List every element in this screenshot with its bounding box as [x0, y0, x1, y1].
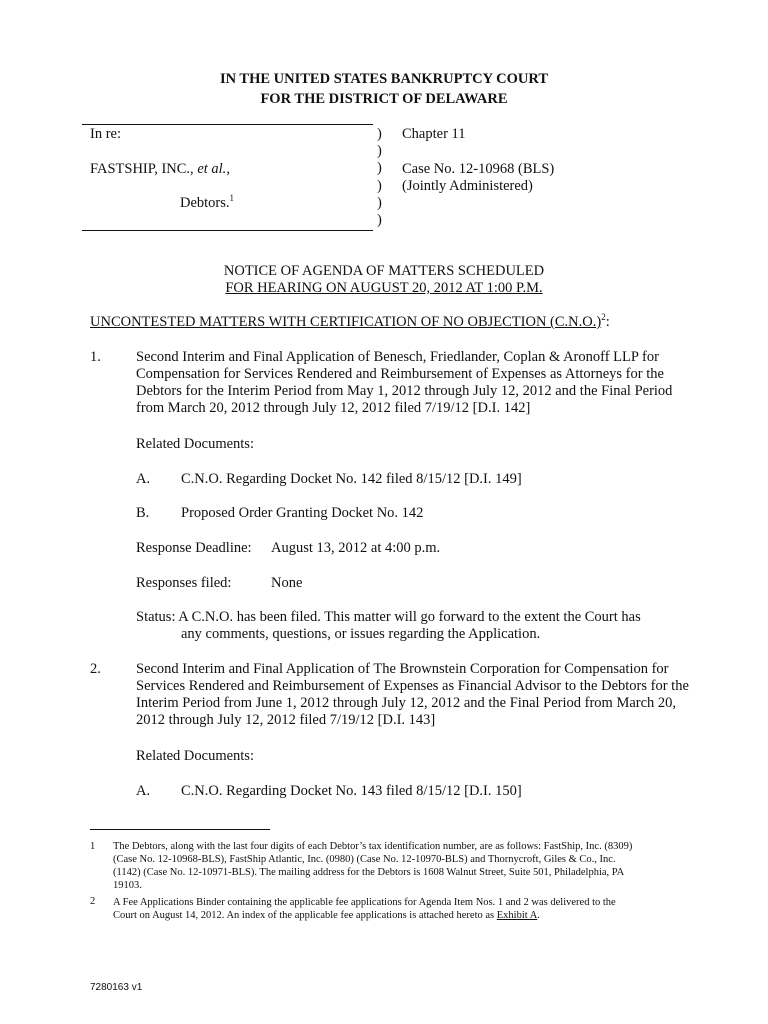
item-2-description — [136, 661, 726, 729]
notice-title-line2: FOR HEARING ON AUGUST 20, 2012 AT 1:00 P.M. — [225, 280, 543, 296]
case-number: Case No. 12-10968 (BLS) — [402, 161, 555, 177]
notice-title-line1: NOTICE OF AGENDA OF MATTERS SCHEDULED — [223, 263, 545, 279]
footnote-line: Court on August 14, 2012. An index of the applicable fee applications is attached hereto as Exhibit A. — [113, 910, 540, 921]
footnote-number: 2 — [90, 896, 96, 907]
item-number: 1. — [90, 349, 101, 365]
item-line: Second Interim and Final Application of The Brownstein Corporation for Compensation for — [136, 661, 669, 677]
footnote-line: The Debtors, along with the last four digits of each Debtor’s tax identification number, are as follows: FastShip, Inc. (8309) — [113, 841, 633, 852]
court-title-line1: IN THE UNITED STATES BANKRUPTCY COURT — [219, 71, 549, 87]
exhibit-a-link[interactable]: Exhibit A — [496, 910, 538, 921]
caption-top-rule — [82, 124, 373, 125]
item-line: Services Rendered and Reimbursement of Expenses as Financial Advisor to the Debtors for the — [136, 678, 689, 694]
caption-paren: ) — [377, 160, 382, 176]
court-title-line2: FOR THE DISTRICT OF DELAWARE — [260, 91, 508, 107]
footnote-line: (Case No. 12-10968-BLS), FastShip Atlantic, Inc. (0980) (Case No. 12-10970-BLS) and Thornycroft, Giles & Co., Inc. — [113, 854, 616, 865]
related-doc: Proposed Order Granting Docket No. 142 — [181, 505, 424, 521]
doc-letter: A. — [136, 783, 151, 799]
item-line: Second Interim and Final Application of Benesch, Friedlander, Coplan & Aronoff LLP for — [136, 349, 659, 365]
doc-letter: A. — [136, 471, 151, 487]
footnote-line: 19103. — [113, 880, 142, 891]
responses-filed-value: None — [271, 575, 303, 591]
footnote-line: (1142) (Case No. 12-10971-BLS). The mailing address for the Debtors is 1608 Walnut Street, Suite 501, Philadelphia, PA — [113, 867, 625, 878]
item-number: 2. — [90, 661, 101, 677]
item-1-description — [136, 349, 726, 417]
responses-filed-label: Responses filed: — [136, 575, 232, 591]
response-deadline-label: Response Deadline: — [136, 540, 252, 556]
caption-paren: ) — [377, 143, 382, 159]
item-line: 2012 through July 12, 2012 filed 7/19/12 [D.I. 143] — [136, 712, 436, 728]
debtors-label: Debtors.$^1$ — [180, 193, 235, 211]
footnote-number: 1 — [90, 841, 96, 852]
footnote-2 — [113, 896, 673, 922]
caption-paren: ) — [377, 178, 382, 194]
footnote-1 — [113, 840, 673, 892]
item-line: Interim Period from June 1, 2012 through July 12, 2012 and the Final Period from March 20, — [136, 695, 677, 711]
caption-paren: ) — [377, 126, 382, 142]
related-documents-label: Related Documents: — [136, 748, 254, 764]
status-line: any comments, questions, or issues regarding the Application. — [181, 626, 541, 642]
item-line: from March 20, 2012 through July 12, 2012 filed 7/19/12 [D.I. 142] — [136, 400, 531, 416]
section-heading: UNCONTESTED MATTERS WITH CERTIFICATION OF NO OBJECTION $(C.N.O.)^2$: — [90, 312, 610, 330]
debtor-name: FASTSHIP, INC., et al., — [90, 161, 230, 177]
caption-paren: ) — [377, 212, 382, 228]
footnote-line: A Fee Applications Binder containing the applicable fee applications for Agenda Item Nos. 1 and 2 was delivered to the — [113, 897, 616, 908]
document-id: 7280163 v1 — [90, 982, 143, 993]
footnote-ref-1[interactable]: 1 — [229, 193, 235, 204]
jointly-administered: (Jointly Administered) — [402, 178, 533, 194]
caption-paren: ) — [377, 195, 382, 211]
related-doc: C.N.O. Regarding Docket No. 142 filed 8/15/12 [D.I. 149] — [181, 471, 522, 487]
footnote-separator — [90, 829, 270, 830]
status-line: Status: A C.N.O. has been filed. This matter will go forward to the extent the Court has — [136, 609, 641, 625]
caption-bottom-rule — [82, 230, 373, 231]
doc-letter: B. — [136, 505, 150, 521]
response-deadline-value: August 13, 2012 at 4:00 p.m. — [271, 540, 441, 556]
item-line: Compensation for Services Rendered and Reimbursement of Expenses as Attorneys for the — [136, 366, 664, 382]
in-re-label: In re: — [90, 126, 121, 142]
footnote-ref-2[interactable]: 2 — [601, 312, 606, 323]
related-doc: C.N.O. Regarding Docket No. 143 filed 8/15/12 [D.I. 150] — [181, 783, 522, 799]
related-documents-label: Related Documents: — [136, 436, 254, 452]
item-line: Debtors for the Interim Period from May 1, 2012 through July 12, 2012 and the Final Period — [136, 383, 673, 399]
chapter-label: Chapter 11 — [402, 126, 466, 142]
